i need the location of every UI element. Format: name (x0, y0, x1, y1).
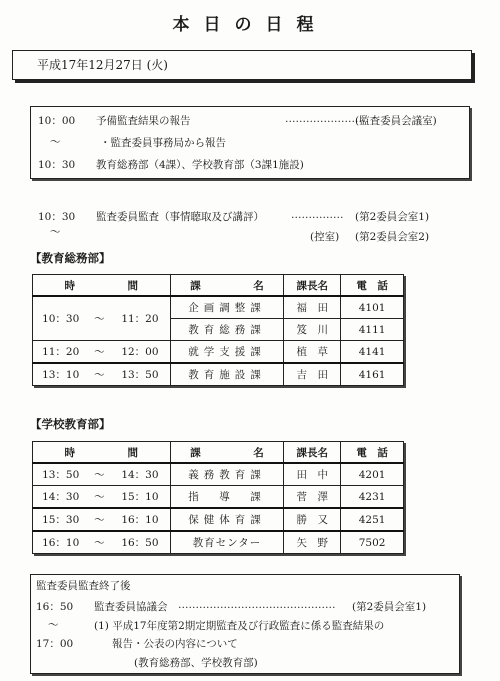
start-time: 10：30 (33, 296, 89, 341)
end-time: 16：10 (110, 508, 170, 531)
tilde: 〜 (88, 531, 110, 554)
chief-name: 福 田 (284, 296, 341, 319)
block2-waiting-label: (控室) (310, 231, 340, 243)
block3-start-time: 16：50 (36, 601, 74, 613)
block3-item: (1) 平成17年度第2期定期監査及び行政監査に係る監査結果の (94, 620, 385, 632)
header-phone: 電 話 (341, 442, 404, 464)
start-time: 14：30 (33, 486, 89, 509)
block1-leader: …………………… (285, 113, 369, 125)
page-title: 本日の日程 (172, 15, 328, 35)
block3-room: (第2委員会室1) (352, 601, 427, 613)
tilde: 〜 (88, 296, 110, 341)
block3-end-time: 17：00 (36, 638, 74, 650)
header-division: 課 名 (170, 275, 284, 297)
division-name: 教育施設課 (170, 363, 284, 386)
block1-start-time: 10：00 (38, 115, 76, 127)
block1-room: (監査委員会議室) (355, 115, 437, 127)
block1-title: 予備監査結果の報告 (96, 115, 191, 127)
division-name: 就学支援課 (170, 341, 284, 364)
phone-ext: 4111 (341, 319, 404, 341)
phone-ext: 4101 (341, 296, 404, 319)
end-time: 13：50 (110, 363, 170, 386)
block3-tilde: 〜 (48, 619, 59, 631)
division-name: 企画調整課 (170, 296, 284, 319)
block2-room1: (第2委員会室1) (355, 211, 430, 223)
table-row (33, 341, 404, 364)
block1-departments: 教育総務部（4課）、学校教育部（3課1施設) (96, 159, 304, 171)
end-time: 15：10 (110, 486, 170, 509)
block3-leader: ……………………………………… (178, 599, 336, 611)
chief-name: 笈 川 (284, 319, 341, 341)
section-heading-education-general: 【教育総務部】 (30, 251, 111, 265)
division-name: 指 導 課 (170, 486, 284, 509)
start-time: 16：10 (33, 531, 89, 554)
division-name: 教育センター (170, 531, 284, 554)
table-row (33, 486, 404, 509)
header-chief: 課長名 (284, 275, 341, 297)
header-phone: 電 話 (341, 275, 404, 297)
start-time: 13：10 (33, 363, 89, 386)
chief-name: 菅 澤 (284, 486, 341, 509)
tilde: 〜 (88, 508, 110, 531)
start-time: 11：20 (33, 341, 89, 364)
block2-room2: (第2委員会室2) (355, 231, 430, 243)
division-name: 教育総務課 (170, 319, 284, 341)
education-general-table (32, 274, 404, 386)
header-chief: 課長名 (284, 442, 341, 464)
start-time: 13：50 (33, 463, 89, 486)
table-row (33, 531, 404, 554)
chief-name: 田 中 (284, 463, 341, 486)
date-box (12, 50, 472, 80)
phone-ext: 4161 (341, 363, 404, 386)
phone-ext: 4251 (341, 508, 404, 531)
chief-name: 矢 野 (284, 531, 341, 554)
end-time: 16：50 (110, 531, 170, 554)
phone-ext: 4141 (341, 341, 404, 364)
division-name: 義務教育課 (170, 463, 284, 486)
chief-name: 植 草 (284, 341, 341, 364)
table-header-row (33, 275, 404, 297)
tilde: 〜 (88, 341, 110, 364)
block3-heading: 監査委員監査終了後 (36, 580, 131, 592)
block1-subitem: ・監査委員事務局から報告 (100, 137, 226, 149)
block3-item-cont: 報告・公表の内容について (112, 638, 238, 650)
header-time: 時 間 (33, 442, 171, 464)
table-row (33, 296, 404, 319)
header-time: 時 間 (33, 275, 171, 297)
table-header-row (33, 442, 404, 464)
school-education-table (32, 441, 404, 554)
end-time: 12：00 (110, 341, 170, 364)
chief-name: 吉 田 (284, 363, 341, 386)
block3-note: (教育総務部、学校教育部) (134, 657, 258, 669)
phone-ext: 4201 (341, 463, 404, 486)
block2-leader: …………… (291, 209, 344, 221)
end-time: 11：20 (110, 296, 170, 341)
block2-start-time: 10：30 (38, 211, 76, 223)
tilde: 〜 (88, 463, 110, 486)
header-division: 課 名 (170, 442, 284, 464)
block2-tilde: 〜 (50, 226, 61, 238)
phone-ext: 7502 (341, 531, 404, 554)
division-name: 保健体育課 (170, 508, 284, 531)
chief-name: 勝 又 (284, 508, 341, 531)
tilde: 〜 (88, 363, 110, 386)
section-heading-school-education: 【学校教育部】 (30, 417, 111, 431)
table-row (33, 508, 404, 531)
block3-title: 監査委員協議会 (94, 601, 168, 613)
table-row (33, 363, 404, 386)
block1-end-time: 10：30 (38, 159, 76, 171)
block1-tilde: 〜 (50, 136, 61, 148)
date-text: 平成17年12月27日 (火) (37, 58, 168, 72)
block2-title: 監査委員監査（事情聴取及び講評） (96, 211, 264, 223)
phone-ext: 4231 (341, 486, 404, 509)
table-row (33, 463, 404, 486)
tilde: 〜 (88, 486, 110, 509)
end-time: 14：30 (110, 463, 170, 486)
start-time: 15：30 (33, 508, 89, 531)
